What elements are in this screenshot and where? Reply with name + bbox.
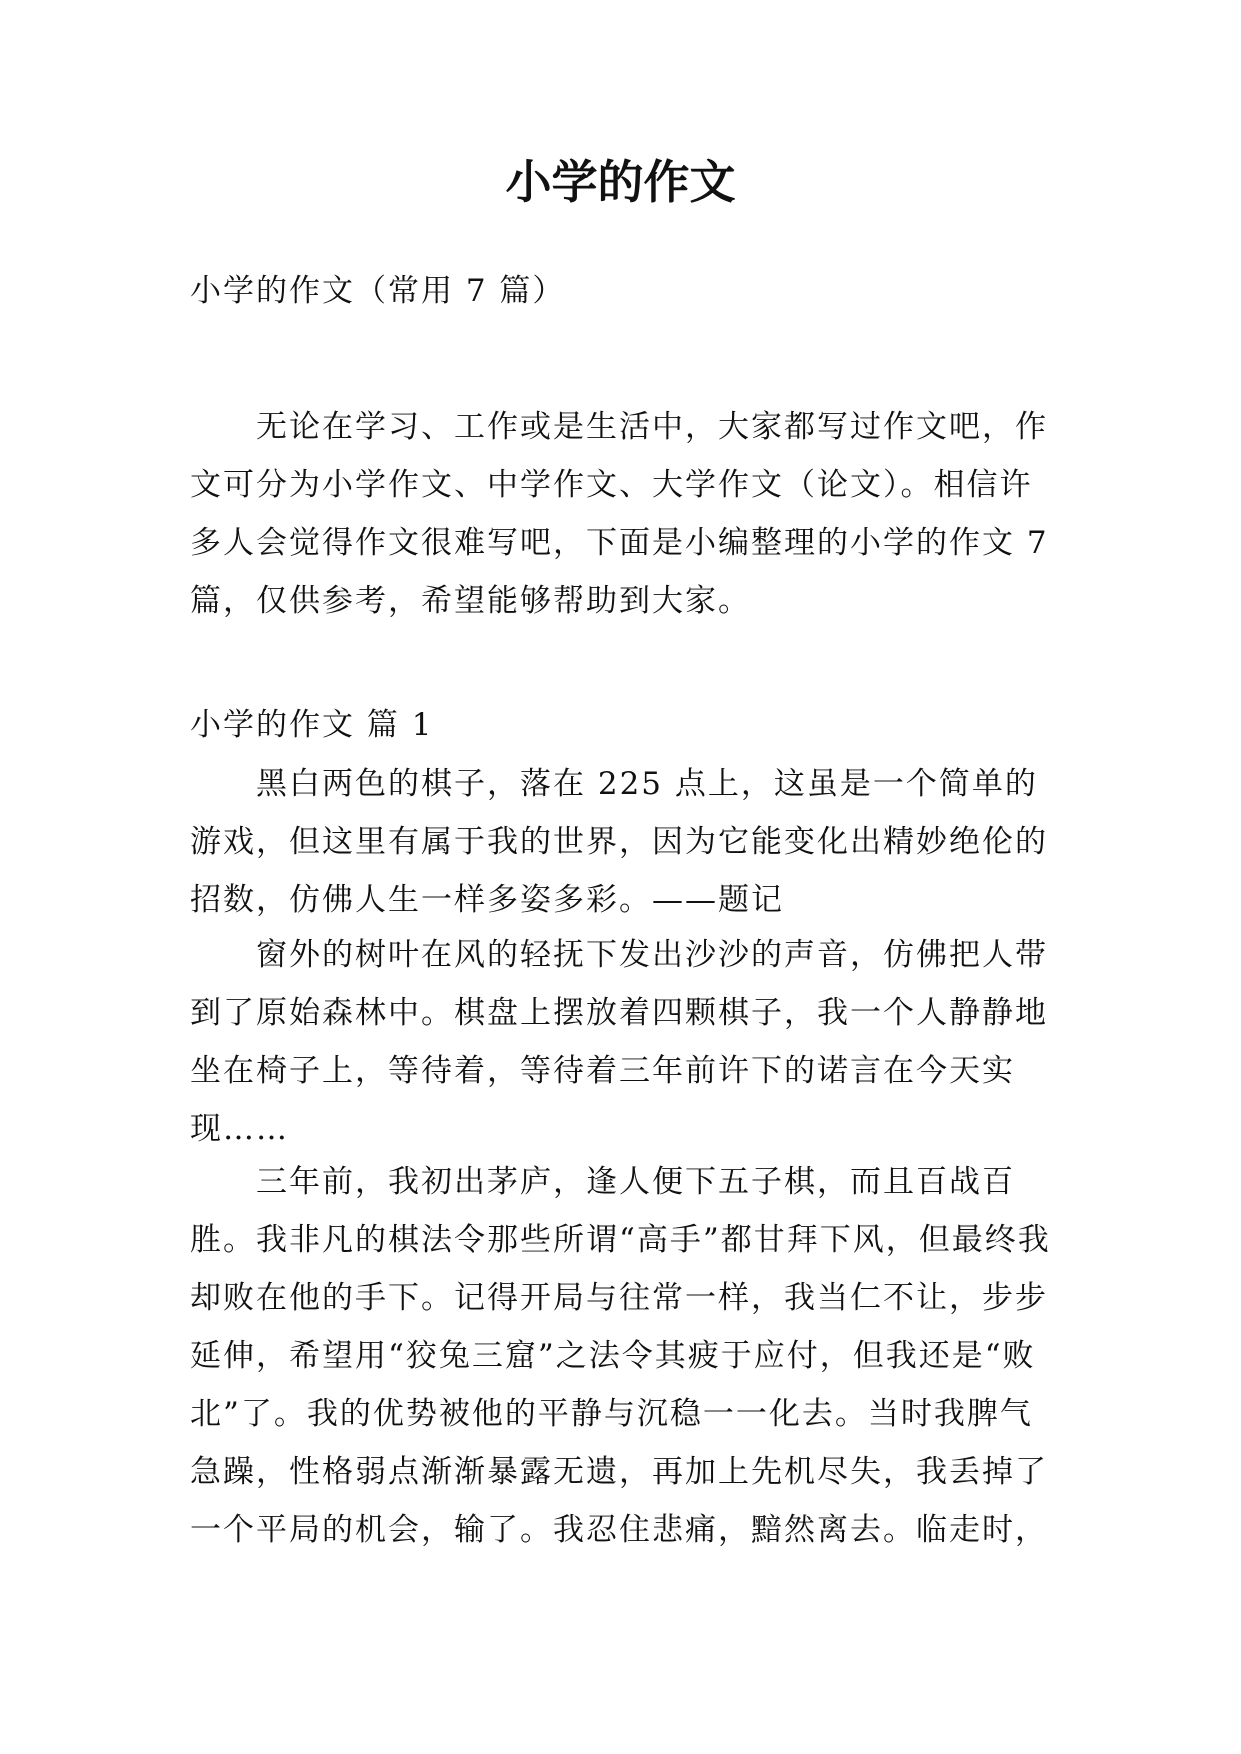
document-title: 小学的作文 [505,155,736,209]
intro-paragraph: 无论在学习、工作或是生活中，大家都写过作文吧，作文可分为小学作文、中学作文、大学作文（论文）。相信许多人会觉得作文很难写吧，下面是小编整理的小学的作文 7 篇，仅供参考，希望能够帮助到大家。 [190,409,1049,619]
document-subtitle: 小学的作文（常用 7 篇） [190,273,566,309]
paragraph-1: 黑白两色的棋子，落在 225 点上，这虽是一个简单的游戏，但这里有属于我的世界，因为它能变化出精妙绝伦的招数，仿佛人生一样多姿多彩。——题记 [190,766,1048,918]
section-heading: 小学的作文 篇 1 [190,707,434,743]
paragraph-3: 三年前，我初出茅庐，逢人便下五子棋，而且百战百胜。我非凡的棋法令那些所谓“高手”都甘拜下风，但最终我却败在他的手下。记得开局与往常一样，我当仁不让，步步延伸，希望用“狡兔三窟”之法令其疲于应付，但我还是“败北”了。我的优势被他的平静与沉稳一一化去。当时我脾气急躁，性格弱点渐渐暴露无遗，再加上先机尽失，我丢掉了一个平局的机会，输了。我忍住悲痛，黯然离去。临走时， [190,1164,1051,1548]
paragraph-2: 窗外的树叶在风的轻抚下发出沙沙的声音，仿佛把人带到了原始森林中。棋盘上摆放着四颗棋子，我一个人静静地坐在椅子上，等待着，等待着三年前许下的诺言在今天实现…… [190,937,1048,1147]
